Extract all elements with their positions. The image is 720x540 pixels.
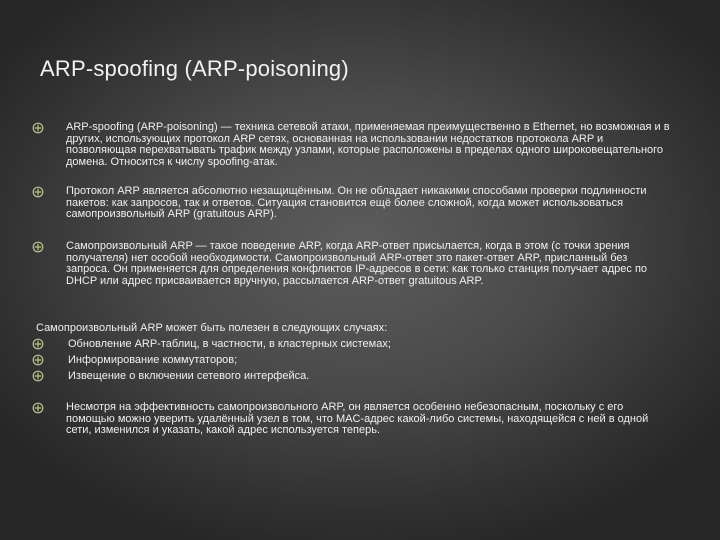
bullet-item — [30, 122, 670, 168]
circled-cross-icon — [30, 402, 46, 414]
list-item-text: Извещение о включении сетевого интерфейса. — [68, 370, 310, 382]
bullet-text: Самопроизвольный ARP — такое поведение ARP, когда ARP-ответ присылается, когда в этом (с точки зрения получателя) нет особой необходимости. Самопроизвольный ARP-ответ это пакет-ответ ARP, присланный без запроса. Он применяется для определения конфликтов IP-адресов в сети: как только станция получает адрес по DHCP или адрес присваивается вручную, рассылается ARP-ответ gratuitous ARP. — [66, 240, 648, 287]
circled-cross-icon — [30, 338, 46, 350]
list-item-text: Информирование коммутаторов; — [68, 354, 238, 366]
circled-cross-icon — [30, 370, 46, 382]
circled-cross-icon — [30, 186, 46, 198]
bullet-text: ARP-spoofing (ARP-poisoning) — техника сетевой атаки, применяемая преимущественно в Ethernet, но возможная и в других, использующих протокол ARP сетях, основанная на использовании недостатков протокола ARP и позволяющая перехватывать трафик между узлами, которые расположены в пределах одного широковещательного домена. Относится к числу spoofing-атак. — [66, 121, 670, 168]
bullet-item — [30, 241, 670, 287]
circled-cross-icon — [30, 241, 46, 253]
list-intro: Самопроизвольный ARP может быть полезен в следующих случаях: — [36, 322, 388, 334]
bullet-text: Несмотря на эффективность самопроизвольного ARP, он является особенно небезопасным, поскольку с его помощью можно уверить удалённый узел в том, что MAC-адрес какой-либо системы, находящейся с ней в одной сети, изменился и указать, какой адрес используется теперь. — [66, 401, 649, 437]
bullet-item — [30, 402, 670, 437]
circled-cross-icon — [30, 354, 46, 366]
bullet-text: Протокол ARP является абсолютно незащищённым. Он не обладает никакими способами проверки подлинности пакетов: как запросов, так и ответов. Ситуация становится ещё более сложной, когда может использоваться самопроизвольный ARP (gratuitous ARP). — [66, 185, 647, 221]
list-item-text: Обновление ARP-таблиц, в частности, в кластерных системах; — [68, 338, 391, 350]
circled-cross-icon — [30, 122, 46, 134]
list-item — [30, 370, 670, 382]
list-item — [30, 338, 670, 350]
bullet-item — [30, 186, 670, 221]
slide-title: ARP-spoofing (ARP-poisoning) — [40, 56, 349, 81]
list-item — [30, 354, 670, 366]
